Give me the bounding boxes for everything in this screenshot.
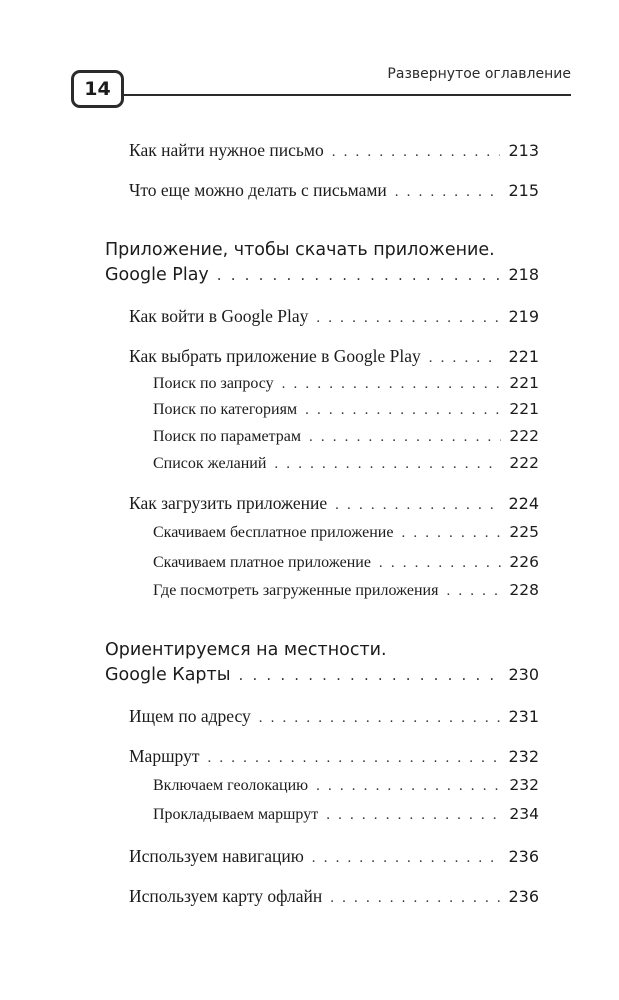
running-title: Развернутое оглавление: [387, 66, 571, 82]
toc-leader-dots: [217, 266, 501, 284]
toc-subentry: [153, 400, 539, 419]
toc-subentry: [153, 523, 539, 542]
toc-entry-page: 221: [508, 347, 539, 366]
page-number: 14: [71, 70, 124, 108]
toc-entry-page: 226: [509, 553, 539, 571]
toc-leader-dots: [326, 807, 501, 824]
toc-entry-page: 218: [508, 265, 539, 284]
toc-entry-title: Поиск по запросу: [153, 375, 274, 392]
toc-chapter-entry: [105, 265, 539, 285]
toc-entry: [129, 493, 539, 514]
toc-leader-dots: [259, 710, 501, 727]
toc-leader-dots: [395, 184, 501, 201]
toc-entry: [129, 346, 539, 367]
toc-entry-title: Как найти нужное письмо: [129, 140, 324, 160]
toc-entry: [129, 706, 539, 727]
toc-leader-dots: [332, 144, 501, 161]
toc-leader-dots: [312, 850, 501, 867]
toc-entry-page: 231: [508, 707, 539, 726]
toc-entry: [129, 746, 539, 767]
toc-entry-page: 232: [508, 747, 539, 766]
toc-leader-dots: [316, 310, 500, 327]
toc-entry-page: 225: [509, 523, 539, 541]
toc-entry-page: 222: [509, 427, 539, 445]
toc-entry-page: 232: [509, 776, 539, 794]
toc-entry: [129, 140, 539, 161]
toc-entry-title: Поиск по параметрам: [153, 428, 301, 445]
toc-leader-dots: [446, 583, 501, 600]
toc-entry-title: Скачиваем платное приложение: [153, 554, 371, 571]
toc-entry-page: 219: [508, 307, 539, 326]
toc-entry-title: Ищем по адресу: [129, 706, 251, 726]
toc-leader-dots: [379, 555, 501, 572]
chapter-title-line1: Ориентируемся на местности.: [105, 640, 387, 660]
toc-entry-title: Как войти в Google Play: [129, 306, 309, 326]
toc-subentry: [153, 776, 539, 795]
toc-entry-page: 221: [509, 400, 539, 418]
toc-leader-dots: [429, 350, 501, 367]
toc-entry-page: 221: [509, 374, 539, 392]
toc-leader-dots: [274, 456, 501, 473]
toc-entry-title: Скачиваем бесплатное приложение: [153, 524, 394, 541]
toc-leader-dots: [330, 890, 500, 907]
toc-subentry: [153, 374, 539, 393]
toc-entry-page: 224: [508, 494, 539, 513]
toc-entry-page: 234: [509, 805, 539, 823]
toc-entry-page: 213: [508, 141, 539, 160]
toc-entry-title: Используем карту офлайн: [129, 886, 323, 906]
toc-entry-title: Маршрут: [129, 746, 200, 766]
toc-leader-dots: [401, 525, 501, 542]
toc-entry: [129, 180, 539, 201]
toc-subentry: [153, 454, 539, 473]
toc-entry-title: Как выбрать приложение в Google Play: [129, 346, 421, 366]
toc-entry-title: Как загрузить приложение: [129, 493, 328, 513]
toc-entry-title: Где посмотреть загруженные приложения: [153, 582, 439, 599]
toc-entry-title: Google Карты: [105, 665, 231, 685]
toc-leader-dots: [239, 666, 501, 684]
toc-entry-page: 228: [509, 581, 539, 599]
toc-entry-title: Поиск по категориям: [153, 401, 298, 418]
toc-entry: [129, 846, 539, 867]
toc-entry: [129, 306, 539, 327]
toc-subentry: [153, 427, 539, 446]
toc-subentry: [153, 581, 539, 600]
toc-entry-title: Список желаний: [153, 455, 267, 472]
toc-leader-dots: [207, 750, 500, 767]
toc-subentry: [153, 553, 539, 572]
toc-entry-page: 236: [508, 847, 539, 866]
toc-entry-page: 215: [508, 181, 539, 200]
toc-entry-title: Google Play: [105, 265, 209, 285]
header-rule: [122, 94, 571, 96]
toc-entry-page: 236: [508, 887, 539, 906]
toc-entry-page: 222: [509, 454, 539, 472]
toc-entry-page: 230: [508, 665, 539, 684]
toc-entry-title: Прокладываем маршрут: [153, 806, 319, 823]
toc-entry-title: Что еще можно делать с письмами: [129, 180, 387, 200]
chapter-title-line1: Приложение, чтобы скачать приложение.: [105, 240, 495, 260]
toc-entry: [129, 886, 539, 907]
toc-leader-dots: [335, 497, 500, 514]
toc-leader-dots: [282, 376, 502, 393]
toc-leader-dots: [309, 429, 501, 446]
toc-chapter-entry: [105, 665, 539, 685]
toc-entry-title: Включаем геолокацию: [153, 777, 309, 794]
toc-leader-dots: [305, 402, 501, 419]
toc-entry-title: Используем навигацию: [129, 846, 304, 866]
toc-leader-dots: [316, 778, 501, 795]
toc-subentry: [153, 805, 539, 824]
